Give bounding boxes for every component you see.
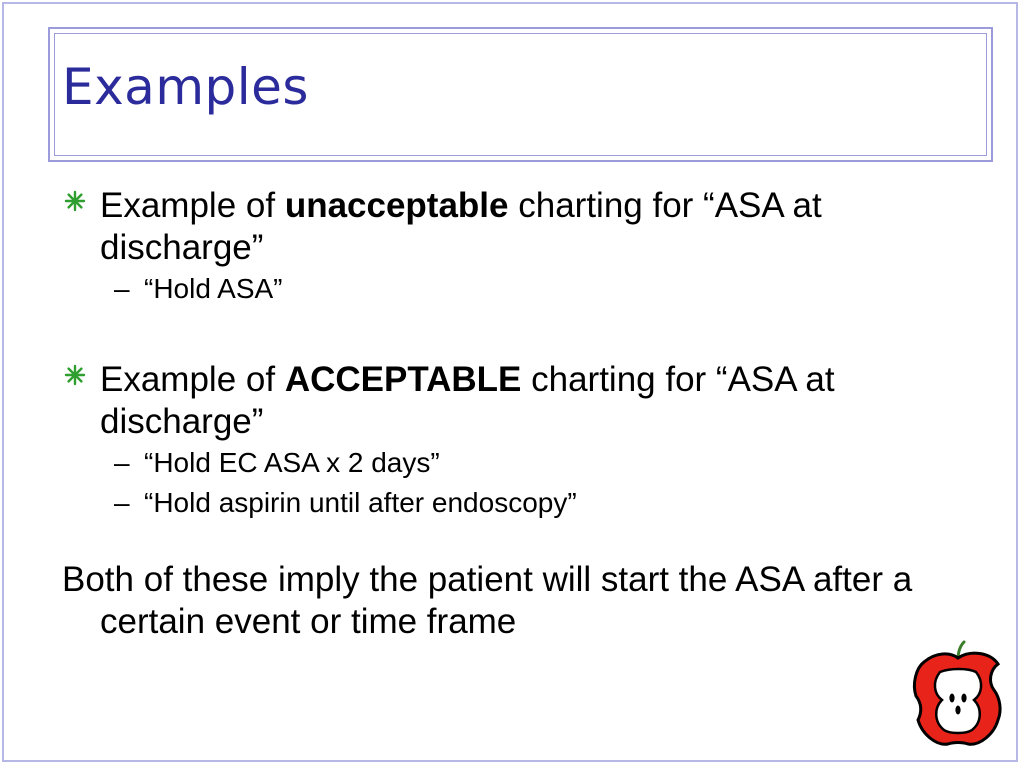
slide-title: Examples [62,58,309,116]
conclusion-text: Both of these imply the patient will start the ASA after a certain event or time frame [62,560,913,641]
green-starburst-icon [64,190,86,212]
slide-content [62,185,962,643]
sub-dash: – [114,447,130,478]
apple-core-icon [910,638,1006,750]
bullet-prefix: Example of [100,360,285,399]
sub-item [62,269,962,309]
sub-item-text: “Hold aspirin until after endoscopy” [144,487,577,518]
bullet-suffix: charting for “ASA at discharge” [100,186,822,267]
bullet-item [62,359,962,443]
green-starburst-icon [64,364,86,386]
bullet-suffix: charting for “ASA at discharge” [100,360,835,441]
sub-item [62,483,962,523]
bullet-prefix: Example of [100,186,285,225]
sub-dash: – [114,487,130,518]
sub-item-text: “Hold ASA” [144,273,283,304]
bullet-item [62,185,962,269]
sub-item [62,443,962,483]
bullet-emphasis: ACCEPTABLE [284,360,522,399]
sub-dash: – [114,273,130,304]
sub-item-text: “Hold EC ASA x 2 days” [144,447,440,478]
bullet-emphasis: unacceptable [284,186,509,225]
